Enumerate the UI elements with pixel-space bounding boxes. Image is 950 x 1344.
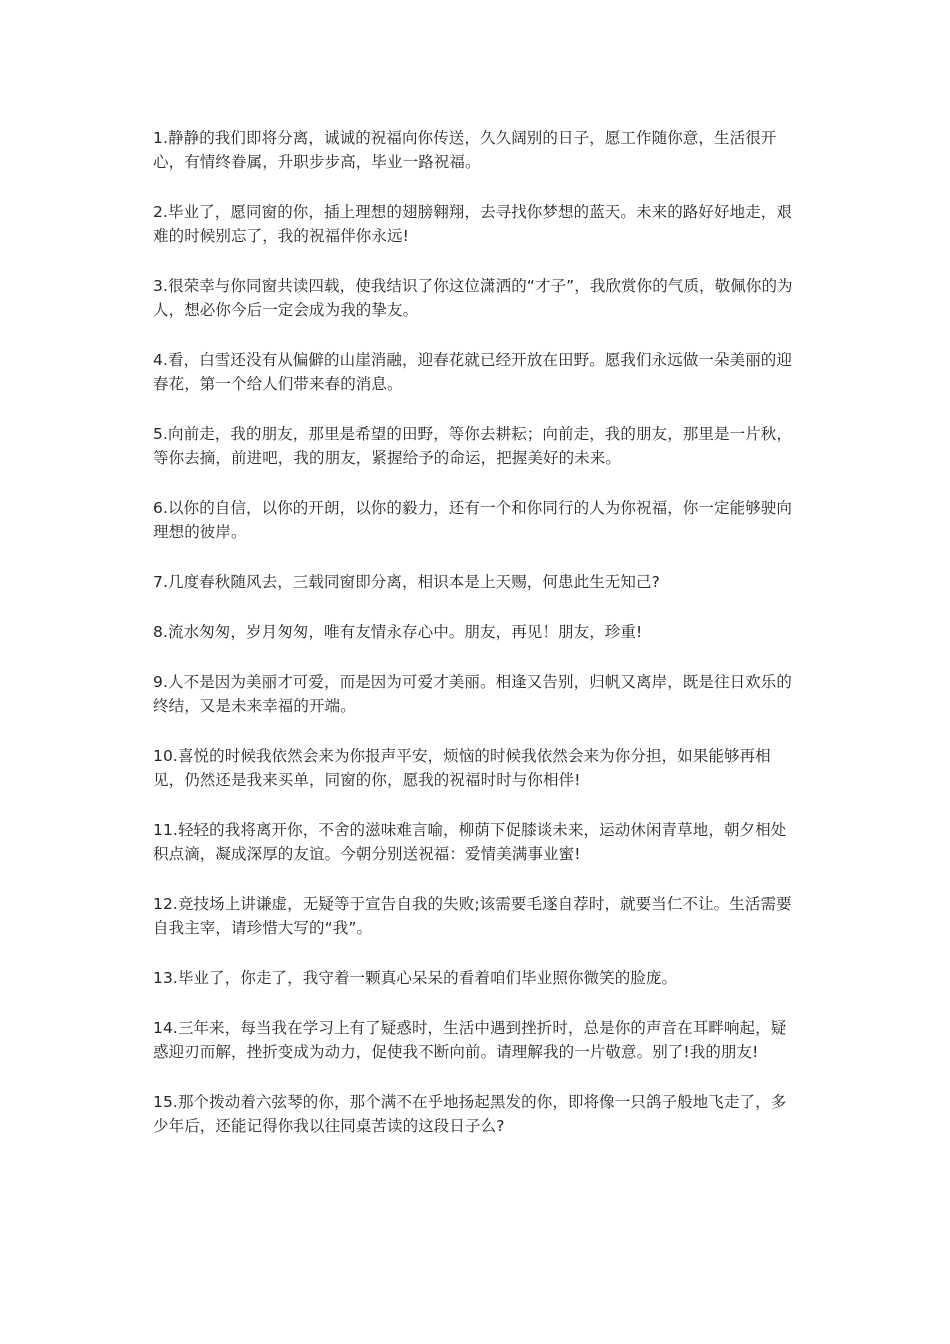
paragraph-12: 12.竞技场上讲谦虚，无疑等于宣告自我的失败;该需要毛遂自荐时，就要当仁不让。生活需要自我主宰，请珍惜大写的“我”。 [153, 895, 792, 937]
paragraph-11: 11.轻轻的我将离开你，不舍的滋味难言喻，柳荫下促膝谈未来，运动休闲青草地，朝夕相处积点滴，凝成深厚的友谊。今朝分别送祝福：爱情美满事业蜜! [153, 821, 787, 863]
paragraph-4: 4.看，白雪还没有从偏僻的山崖消融，迎春花就已经开放在田野。愿我们永远做一朵美丽的迎春花，第一个给人们带来春的消息。 [153, 351, 792, 393]
paragraph-2: 2.毕业了，愿同窗的你，插上理想的翅膀翱翔，去寻找你梦想的蓝天。未来的路好好地走，艰难的时候别忘了，我的祝福伴你永远! [153, 203, 792, 245]
paragraph-7: 7.几度春秋随风去，三载同窗即分离，相识本是上天赐，何患此生无知己? [153, 573, 660, 591]
paragraph-9: 9.人不是因为美丽才可爱，而是因为可爱才美丽。相逢又告别，归帆又离岸，既是往日欢乐的终结，又是未来幸福的开端。 [153, 673, 792, 715]
paragraph-1: 1.静静的我们即将分离，诚诚的祝福向你传送，久久阔别的日子，愿工作随你意，生活很开心，有情终眷属，升职步步高，毕业一路祝福。 [153, 129, 777, 171]
paragraph-13: 13.毕业了，你走了，我守着一颗真心呆呆的看着咱们毕业照你微笑的脸庞。 [153, 969, 678, 987]
paragraph-14: 14.三年来，每当我在学习上有了疑惑时，生活中遇到挫折时，总是你的声音在耳畔响起，疑惑迎刃而解，挫折变成为动力，促使我不断向前。请理解我的一片敬意。别了!我的朋友! [153, 1019, 787, 1061]
paragraph-8: 8.流水匆匆，岁月匆匆，唯有友情永存心中。朋友，再见！朋友，珍重! [153, 623, 643, 641]
paragraph-10: 10.喜悦的时候我依然会来为你报声平安，烦恼的时候我依然会来为你分担，如果能够再相见，仍然还是我来买单，同窗的你，愿我的祝福时时与你相伴! [153, 747, 771, 789]
paragraph-5: 5.向前走，我的朋友，那里是希望的田野，等你去耕耘；向前走，我的朋友，那里是一片秋，等你去摘，前进吧，我的朋友，紧握给予的命运，把握美好的未来。 [153, 425, 792, 467]
document-body [153, 126, 793, 1164]
paragraph-3: 3.很荣幸与你同窗共读四载，使我结识了你这位潇洒的“才子”，我欣赏你的气质，敬佩你的为人，想必你今后一定会成为我的挚友。 [153, 277, 793, 319]
paragraph-6: 6.以你的自信，以你的开朗，以你的毅力，还有一个和你同行的人为你祝福，你一定能够驶向理想的彼岸。 [153, 499, 792, 541]
paragraph-15: 15.那个拨动着六弦琴的你，那个满不在乎地扬起黑发的你，即将像一只鸽子般地飞走了，多少年后，还能记得你我以往同桌苦读的这段日子么? [153, 1093, 787, 1135]
